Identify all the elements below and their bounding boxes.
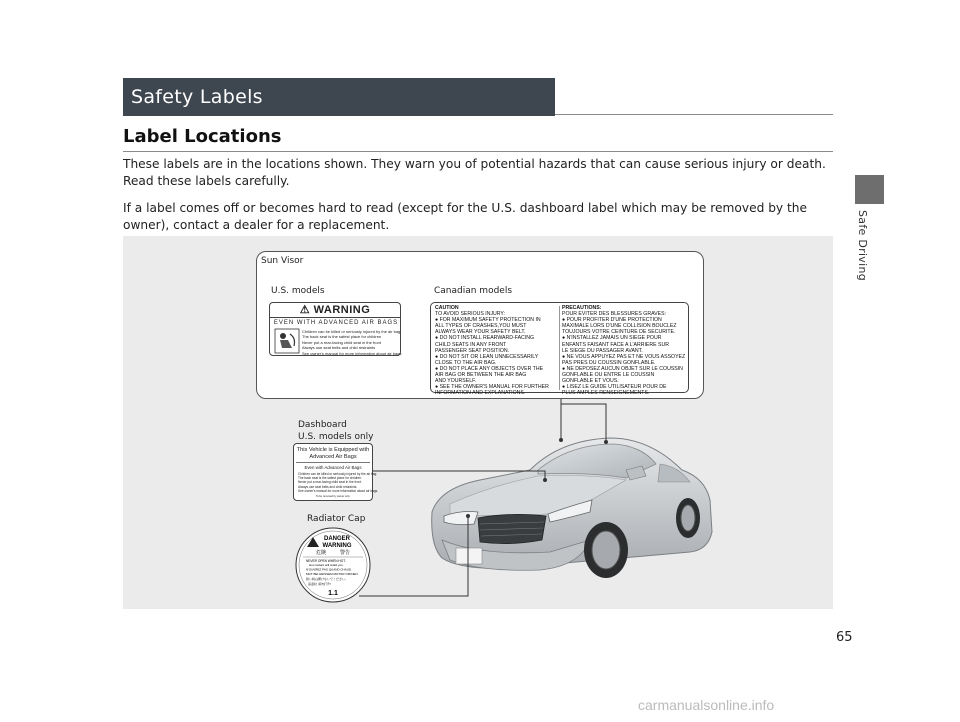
radiator-cap-caption: Radiator Cap bbox=[307, 514, 366, 524]
canadian-label-french bbox=[562, 305, 686, 396]
english-line: ● DO NOT SIT OR LEAN UNNECESSARILY bbox=[435, 353, 539, 360]
english-line: ● DO NOT PLACE ANY OBJECTS OVER THE bbox=[435, 365, 544, 372]
warning-header: ⚠ WARNING bbox=[299, 304, 371, 316]
canadian-models-caption: Canadian models bbox=[434, 286, 513, 296]
french-line: PLUS AMPLES RENSEIGNEMENTS. bbox=[562, 390, 650, 397]
canadian-airbag-label bbox=[430, 302, 689, 397]
french-line: ● NE VOUS APPUYEZ PAS ET NE VOUS ASSOYEZ bbox=[562, 353, 686, 360]
warning-rule bbox=[270, 317, 400, 318]
dashboard-note-caption: U.S. models only bbox=[298, 432, 374, 442]
section-title: Label Locations bbox=[123, 126, 282, 147]
warning-text: WARNING bbox=[322, 543, 352, 549]
cap-line: 高温时 请勿打开! bbox=[308, 582, 332, 586]
jp-danger-text: 危険 bbox=[315, 550, 327, 556]
page-title: Safety Labels bbox=[131, 86, 263, 108]
dashboard-label-lines bbox=[298, 472, 378, 493]
french-title: PRECAUTIONS: bbox=[562, 305, 602, 311]
warning-lines bbox=[302, 329, 401, 356]
warning-line: The back seat is the safest place for children bbox=[302, 334, 382, 340]
warning-line: Never put a rear-facing child seat in the front bbox=[302, 339, 381, 345]
english-line: ALL TYPES OF CRASHES,YOU MUST bbox=[435, 323, 527, 330]
english-line: CLOSE TO THE AIR BAG. bbox=[435, 359, 497, 366]
english-line: CHILD SEATS IN ANY FRONT bbox=[435, 341, 507, 348]
dashboard-line: Never put a rear-facing child seat in the front. bbox=[298, 480, 362, 485]
french-line: ● N'INSTALLEZ JAMAIS UN SIEGE POUR bbox=[562, 335, 662, 342]
french-line: GONFLABLE OU ENTRE LE COUSSIN bbox=[562, 372, 655, 379]
english-title: CAUTION bbox=[435, 305, 459, 311]
dashboard-line: Children can be killed or seriously injured by the air bag. bbox=[298, 472, 378, 476]
english-line: ● DO NOT INSTALL REARWARD-FACING bbox=[435, 335, 535, 342]
english-line: ● SEE THE OWNER'S MANUAL FOR FURTHER bbox=[435, 384, 549, 391]
dashboard-line: The back seat is the safest place for children. bbox=[298, 476, 362, 481]
english-line: INFORMATION AND EXPLANATIONS. bbox=[435, 390, 526, 397]
french-line: GONFLABLE ET VOUS. bbox=[562, 378, 619, 385]
watermark: carmanualsonline.info bbox=[638, 697, 775, 713]
english-line: AND YOURSELF. bbox=[435, 378, 477, 385]
dashboard-caption: Dashboard bbox=[298, 420, 347, 430]
cap-line: 熱い時は開けないでください。 bbox=[306, 577, 349, 581]
replacement-paragraph: If a label comes off or becomes hard to read (except for the U.S. dashboard label which may be removed by the owner), contact a dealer for a replacement. bbox=[123, 201, 808, 232]
cap-line: NEVER OPEN WHEN HOT. bbox=[306, 559, 346, 563]
french-line: ENFANTS FAISANT FACE A L'ARRIERE SUR bbox=[562, 341, 669, 348]
cap-line: MOT BEI HEISSEM MOTOR OFFNEN. bbox=[306, 572, 359, 576]
french-line: ● NE DEPOSEZ AUCUN OBJET SUR LE COUSSIN bbox=[562, 365, 683, 372]
radiator-cap-label bbox=[295, 527, 371, 603]
dashboard-line: See owner's manual for more information about air bags. bbox=[298, 488, 379, 493]
child-seat-icon bbox=[274, 328, 300, 354]
dashboard-label-rule bbox=[296, 462, 370, 463]
intro-paragraph: These labels are in the locations shown. They warn you of potential hazards that can cause serious injury or death. Read these labels carefully. bbox=[123, 157, 826, 188]
label-divider bbox=[559, 306, 560, 390]
french-line: MAXIMALE LORS D'UNE COLLISION BOUCLEZ bbox=[562, 323, 677, 330]
page-number: 65 bbox=[836, 630, 853, 645]
danger-text: DANGER bbox=[323, 536, 351, 542]
pressure-rating: 1.1 bbox=[328, 590, 338, 597]
french-line: ● LISEZ LE GUIDE UTILISATEUR POUR DE bbox=[562, 384, 667, 391]
english-line: ALWAYS WEAR YOUR SAFETY BELT. bbox=[435, 329, 526, 336]
section-label: Safe Driving bbox=[856, 210, 869, 282]
cap-line: Hot coolant will scald you. bbox=[309, 563, 344, 567]
english-line: ● FOR MAXIMUM SAFETY PROTECTION IN bbox=[435, 317, 541, 324]
french-line: TOUJOURS VOTRE CEINTURE DE SECURITE. bbox=[562, 329, 676, 336]
french-line: ● POUR PROFITER D'UNE PROTECTION bbox=[562, 317, 662, 324]
warning-subheader: EVEN WITH ADVANCED AIR BAGS bbox=[273, 320, 399, 326]
warning-line: Children can be killed or seriously injured by the air bag bbox=[302, 329, 401, 334]
dashboard-label-subheader: Even with Advanced Air Bags bbox=[304, 465, 362, 470]
english-line: TO AVOID SERIOUS INJURY: bbox=[435, 311, 506, 318]
jp-warning-text: 警告 bbox=[339, 550, 351, 556]
us-models-caption: U.S. models bbox=[271, 286, 325, 296]
dashboard-line: Always use seat belts and child restraints. bbox=[298, 484, 358, 489]
dashboard-label-footer: To be removed by owner only. bbox=[315, 495, 351, 498]
us-airbag-warning-label bbox=[269, 302, 401, 356]
french-line: LE SIEGE DU PASSAGER AVANT. bbox=[562, 347, 643, 354]
dashboard-airbag-label bbox=[293, 443, 379, 501]
french-line: PAS PRES DU COUSSIN GONFLABLE. bbox=[562, 359, 656, 366]
english-line: PASSENGER SEAT POSITION. bbox=[435, 347, 510, 354]
french-line: POUR EVITER DES BLESSURES GRAVES: bbox=[562, 311, 666, 318]
warning-line: See owner's manual for more information about air bags bbox=[302, 350, 402, 356]
dashboard-label-header: This Vehicle is Equipped with Advanced Air Bags bbox=[296, 447, 370, 460]
english-line: AIR BAG OR BETWEEN THE AIR BAG bbox=[435, 372, 527, 379]
cap-line: N'OUVREZ PAS QUAND CHAUD. bbox=[306, 567, 352, 572]
warning-triangle-icon: ⚠ bbox=[299, 304, 311, 316]
sun-visor-caption: Sun Visor bbox=[261, 256, 304, 266]
warning-line: Always use seat belts and child restraints bbox=[302, 345, 376, 351]
canadian-label-english bbox=[435, 305, 559, 396]
